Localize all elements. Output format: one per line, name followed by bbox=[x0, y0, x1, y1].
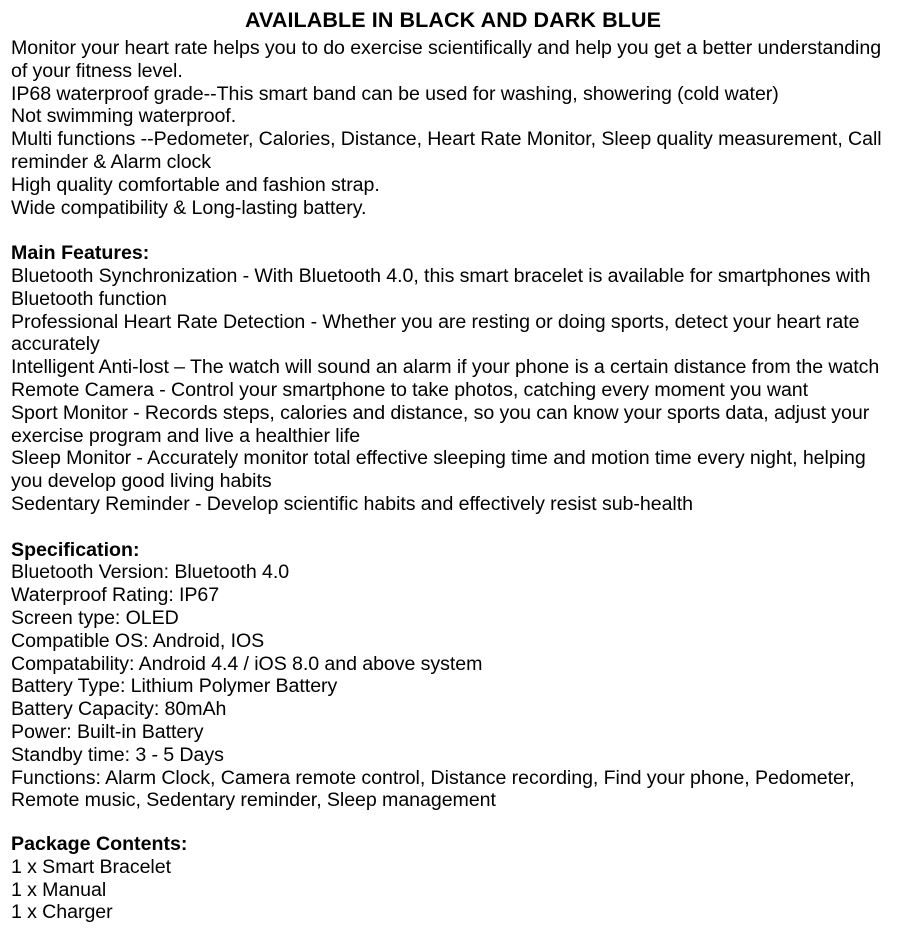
spec-item: Battery Type: Lithium Polymer Battery bbox=[11, 675, 338, 698]
main-features-section bbox=[0, 242, 906, 516]
intro-paragraph: IP68 waterproof grade--This smart band can be used for washing, showering (cold water) bbox=[11, 82, 779, 105]
intro-paragraph: Not swimming waterproof. bbox=[11, 105, 237, 128]
spec-item: Compatible OS: Android, IOS bbox=[11, 629, 265, 652]
section-gap bbox=[0, 812, 906, 833]
package-item: 1 x Smart Bracelet bbox=[11, 855, 171, 878]
section-heading-package-contents: Package Contents: bbox=[11, 833, 188, 856]
feature-item: Sleep Monitor - Accurately monitor total effective sleeping time and motion time every night, helping you develop good living habits bbox=[11, 447, 866, 493]
section-gap bbox=[0, 219, 906, 242]
intro-section bbox=[0, 37, 906, 219]
spec-item: Power: Built-in Battery bbox=[11, 720, 204, 743]
package-item: 1 x Charger bbox=[11, 901, 113, 924]
spec-item: Standby time: 3 - 5 Days bbox=[11, 743, 224, 766]
spec-item: Screen type: OLED bbox=[11, 606, 179, 629]
intro-paragraph: Wide compatibility & Long-lasting battery. bbox=[11, 196, 367, 219]
intro-paragraph: Multi functions --Pedometer, Calories, Distance, Heart Rate Monitor, Sleep quality measurement, Call reminder & Alarm clock bbox=[11, 128, 882, 173]
feature-item: Intelligent Anti-lost – The watch will sound an alarm if your phone is a certain distance from the watch bbox=[11, 356, 880, 379]
section-heading-specification: Specification: bbox=[11, 538, 140, 561]
spec-item: Compatability: Android 4.4 / iOS 8.0 and above system bbox=[11, 652, 483, 675]
spec-item: Bluetooth Version: Bluetooth 4.0 bbox=[11, 561, 290, 584]
spec-item: Waterproof Rating: IP67 bbox=[11, 584, 220, 607]
package-item: 1 x Manual bbox=[11, 878, 107, 901]
section-heading-main-features: Main Features: bbox=[11, 242, 150, 265]
feature-item: Bluetooth Synchronization - With Bluetooth 4.0, this smart bracelet is available for smartphones with Bluetooth function bbox=[11, 264, 871, 310]
feature-item: Sedentary Reminder - Develop scientific habits and effectively resist sub-health bbox=[11, 492, 693, 515]
intro-paragraph: High quality comfortable and fashion strap. bbox=[11, 173, 380, 196]
spec-item: Battery Capacity: 80mAh bbox=[11, 698, 227, 721]
package-contents-section bbox=[0, 833, 906, 924]
intro-paragraph: Monitor your heart rate helps you to do exercise scientifically and help you get a better understanding of your fitness level. bbox=[11, 37, 882, 82]
page-title: AVAILABLE IN BLACK AND DARK BLUE bbox=[244, 8, 662, 32]
feature-item: Sport Monitor - Records steps, calories and distance, so you can know your sports data, adjust your exercise program and live a healthier life bbox=[11, 401, 870, 447]
section-gap bbox=[0, 516, 906, 539]
spec-item: Functions: Alarm Clock, Camera remote control, Distance recording, Find your phone, Pedometer, Remote music, Sedentary reminder, Sleep management bbox=[11, 766, 855, 812]
feature-item: Remote Camera - Control your smartphone to take photos, catching every moment you want bbox=[11, 378, 809, 401]
feature-item: Professional Heart Rate Detection - Whether you are resting or doing sports, detect your heart rate accurately bbox=[11, 310, 860, 356]
specification-section bbox=[0, 539, 906, 813]
